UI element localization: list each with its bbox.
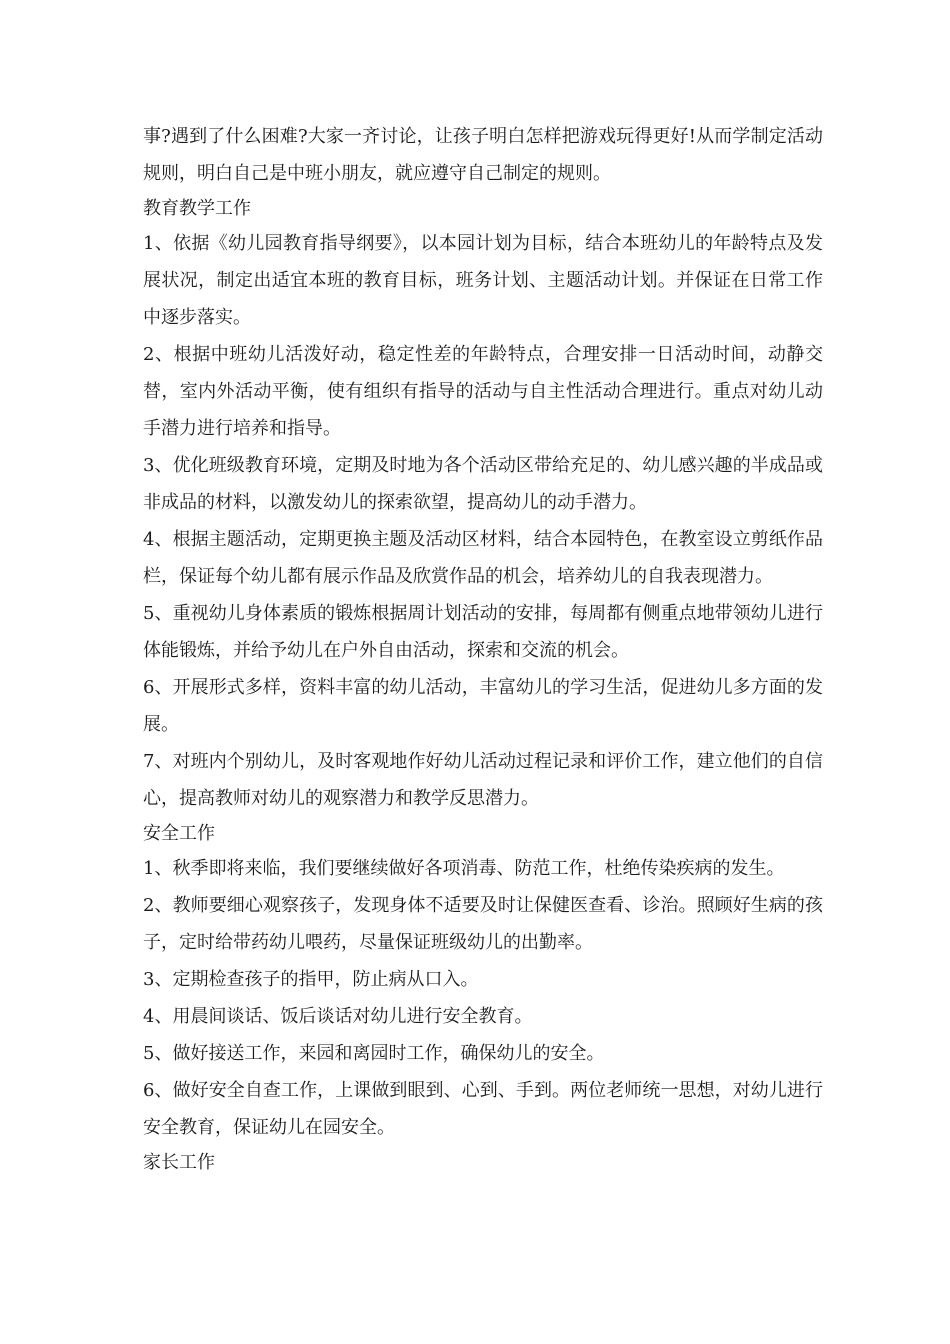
teaching-item-3: 3、优化班级教育环境，定期及时地为各个活动区带给充足的、幼儿感兴趣的半成品或非成品的材料，以激发幼儿的探索欲望，提高幼儿的动手潜力。	[143, 455, 823, 513]
intro-paragraph: 事?遇到了什么困难?大家一齐讨论，让孩子明白怎样把游戏玩得更好!从而学制定活动规则，明白自己是中班小朋友，就应遵守自己制定的规则。	[143, 126, 823, 184]
teaching-item-1: 1、依据《幼儿园教育指导纲要》，以本园计划为目标，结合本班幼儿的年龄特点及发展状况，制定出适宜本班的教育目标，班务计划、主题活动计划。并保证在日常工作中逐步落实。	[143, 233, 823, 328]
safety-item-1: 1、秋季即将来临，我们要继续做好各项消毒、防范工作，杜绝传染疾病的发生。	[143, 858, 785, 879]
teaching-item-4: 4、根据主题活动，定期更换主题及活动区材料，结合本园特色，在教室设立剪纸作品栏，保证每个幼儿都有展示作品及欣赏作品的机会，培养幼儿的自我表现潜力。	[143, 529, 823, 587]
teaching-item-7: 7、对班内个别幼儿，及时客观地作好幼儿活动过程记录和评价工作，建立他们的自信心，提高教师对幼儿的观察潜力和教学反思潜力。	[143, 751, 823, 809]
safety-item-6: 6、做好安全自查工作，上课做到眼到、心到、手到。两位老师统一思想，对幼儿进行安全教育，保证幼儿在园安全。	[143, 1080, 823, 1138]
safety-item-3: 3、定期检查孩子的指甲，防止病从口入。	[143, 969, 479, 990]
teaching-item-2: 2、根据中班幼儿活泼好动，稳定性差的年龄特点，合理安排一日活动时间，动静交替，室内外活动平衡，使有组织有指导的活动与自主性活动合理进行。重点对幼儿动手潜力进行培养和指导。	[143, 344, 823, 439]
teaching-item-5: 5、重视幼儿身体素质的锻炼根据周计划活动的安排，每周都有侧重点地带领幼儿进行体能锻炼，并给予幼儿在户外自由活动，探索和交流的机会。	[143, 603, 823, 661]
section-heading-parents: 家长工作	[143, 1152, 215, 1173]
section-heading-safety: 安全工作	[143, 823, 215, 844]
safety-item-2: 2、教师要细心观察孩子，发现身体不适要及时让保健医查看、诊治。照顾好生病的孩子，定时给带药幼儿喂药，尽量保证班级幼儿的出勤率。	[143, 895, 823, 953]
safety-item-4: 4、用晨间谈话、饭后谈话对幼儿进行安全教育。	[143, 1006, 533, 1027]
document-body	[143, 118, 823, 1179]
safety-item-5: 5、做好接送工作，来园和离园时工作，确保幼儿的安全。	[143, 1043, 605, 1064]
teaching-item-6: 6、开展形式多样，资料丰富的幼儿活动，丰富幼儿的学习生活，促进幼儿多方面的发展。	[143, 677, 823, 735]
section-heading-teaching: 教育教学工作	[143, 198, 251, 219]
